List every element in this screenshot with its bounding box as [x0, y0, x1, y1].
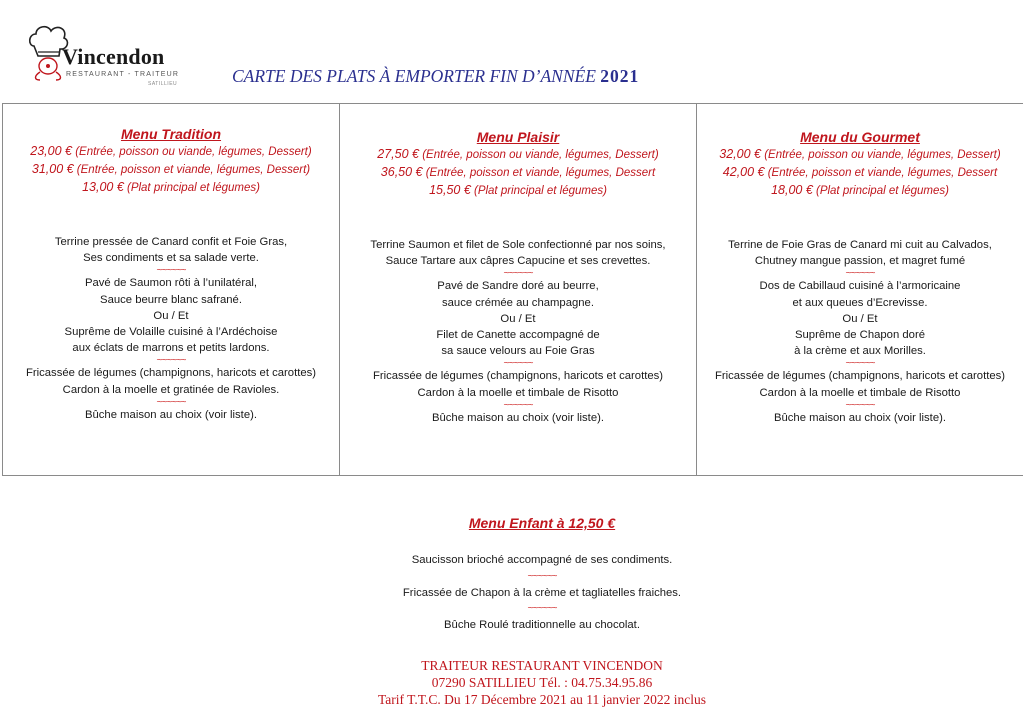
price-amount: 36,50 €	[380, 165, 423, 179]
dish-line: Filet de Canette accompagné de	[436, 329, 600, 342]
price-line	[340, 146, 696, 164]
dish-line: Saucisson brioché accompagné de ses condiments.	[411, 554, 673, 566]
dish-line: Suprême de Chapon doré	[794, 329, 925, 342]
price-line	[697, 164, 1023, 182]
separator: ~~~~~~	[527, 603, 557, 614]
price-line	[697, 146, 1023, 164]
separator: ~~~~~~	[845, 268, 875, 280]
dish-line: Cardon à la moelle et timbale de Risotto	[417, 386, 619, 399]
page-title-year: 2021	[600, 66, 640, 86]
dish-line: Fricassée de légumes (champignons, haricots et carottes)	[714, 370, 1006, 383]
price-description: (Plat principal et légumes)	[815, 185, 949, 197]
brand-town: SATILLIEU	[148, 81, 178, 87]
separator: ~~~~~~	[156, 396, 186, 408]
price-description: (Entrée, poisson ou viande, légumes, Dessert)	[764, 149, 1001, 161]
dish-line: Bûche maison au choix (voir liste).	[84, 408, 258, 421]
dish-line: Ou / Et	[153, 309, 189, 322]
separator: ~~~~~~	[156, 355, 186, 367]
dish-line: Pavé de Saumon rôti à l’unilatéral,	[84, 277, 258, 290]
dish-line: Fricassée de légumes (champignons, haricots et carottes)	[372, 370, 664, 383]
menu-column-tradition	[2, 104, 339, 475]
price-line	[697, 182, 1023, 200]
price-description: (Entrée, poisson ou viande, légumes, Dessert)	[75, 146, 312, 158]
menu-prices	[3, 143, 339, 197]
menu-dishes	[340, 237, 696, 426]
brand-name: Vincendon	[62, 44, 165, 69]
dish-line: Ou / Et	[500, 312, 536, 325]
menu-column-gourmet	[696, 104, 1023, 475]
price-line	[3, 143, 339, 161]
menu-title: Menu du Gourmet	[800, 129, 920, 145]
menu-title: Menu Tradition	[120, 126, 222, 142]
price-line	[340, 164, 696, 182]
dish-line: Bûche Roulé traditionnelle au chocolat.	[444, 619, 640, 631]
dish-line: sauce crémée au champagne.	[442, 296, 594, 309]
price-amount: 32,00 €	[719, 147, 761, 161]
dish-line: Bûche maison au choix (voir liste).	[431, 411, 605, 424]
dish-line: Bûche maison au choix (voir liste).	[773, 411, 947, 424]
price-amount: 42,00 €	[722, 165, 765, 179]
menu-dishes	[697, 237, 1023, 426]
price-amount: 15,50 €	[429, 183, 471, 197]
footer-business-name: TRAITEUR RESTAURANT VINCENDON	[421, 658, 663, 673]
dish-line: Suprême de Volaille cuisiné à l’Ardéchoise	[64, 326, 278, 339]
dish-line: et aux queues d’Ecrevisse.	[792, 296, 928, 309]
menus-table	[2, 103, 1023, 476]
kids-menu	[0, 514, 1024, 634]
separator: ~~~~~~	[845, 358, 875, 370]
price-description: (Entrée, poisson et viande, légumes, Dessert)	[76, 164, 311, 176]
price-amount: 23,00 €	[30, 144, 72, 158]
separator: ~~~~~~	[845, 399, 875, 411]
menu-title: Menu Plaisir	[476, 129, 560, 145]
dish-line: Ou / Et	[842, 312, 878, 325]
footer-address-phone: 07290 SATILLIEU Tél. : 04.75.34.95.86	[431, 675, 653, 690]
price-description: (Entrée, poisson et viande, légumes, Dessert	[767, 167, 998, 179]
price-description: (Entrée, poisson ou viande, légumes, Dessert)	[422, 149, 659, 161]
dish-line: Fricassée de Chapon à la crème et tagliatelles fraiches.	[402, 586, 682, 599]
dish-line: Cardon à la moelle et gratinée de Ravioles.	[62, 383, 280, 396]
brand-subtitle: RESTAURANT - TRAITEUR	[66, 71, 180, 78]
page-title-text: CARTE DES PLATS À EMPORTER FIN D’ANNÉE	[232, 66, 596, 86]
dish-line: aux éclats de marrons et petits lardons.	[72, 342, 270, 355]
footer-price-validity: Tarif T.T.C. Du 17 Décembre 2021 au 11 janvier 2022 inclus	[377, 692, 707, 707]
price-amount: 27,50 €	[377, 147, 419, 161]
dish-line: Pavé de Sandre doré au beurre,	[437, 280, 599, 293]
separator: ~~~~~~	[503, 399, 533, 411]
dish-line: Dos de Cabillaud cuisiné à l’armoricaine	[759, 280, 961, 293]
separator: ~~~~~~	[503, 358, 533, 370]
brand-logo	[26, 22, 186, 87]
price-line	[3, 161, 339, 179]
dish-line: Terrine Saumon et filet de Sole confectionné par nos soins,	[370, 239, 666, 251]
dish-line: à la crème et aux Morilles.	[794, 345, 926, 358]
separator: ~~~~~~	[503, 268, 533, 280]
kids-menu-title: Menu Enfant à 12,50 €	[468, 515, 616, 531]
separator: ~~~~~~	[527, 570, 557, 582]
dish-line: Sauce Tartare aux câpres Capucine et ses crevettes.	[385, 255, 651, 268]
dish-line: Ses condiments et sa salade verte.	[83, 252, 259, 265]
dish-line: Fricassée de légumes (champignons, haricots et carottes)	[25, 367, 317, 380]
price-line	[3, 179, 339, 197]
price-description: (Entrée, poisson et viande, légumes, Dessert	[425, 167, 656, 179]
price-line	[340, 182, 696, 200]
price-description: (Plat principal et légumes)	[473, 185, 607, 197]
dish-line: Chutney mangue passion, et magret fumé	[754, 255, 966, 268]
dish-line: Cardon à la moelle et timbale de Risotto	[759, 386, 961, 399]
menu-column-plaisir	[339, 104, 696, 475]
menu-prices	[697, 146, 1023, 200]
kids-menu-dishes	[0, 552, 1024, 634]
dish-line: sa sauce velours au Foie Gras	[441, 345, 595, 358]
dish-line: Terrine pressée de Canard confit et Foie Gras,	[54, 236, 288, 248]
dish-line: Sauce beurre blanc safrané.	[100, 293, 242, 306]
price-amount: 18,00 €	[771, 183, 813, 197]
footer	[0, 657, 1024, 708]
menu-prices	[340, 146, 696, 200]
dish-line: Terrine de Foie Gras de Canard mi cuit au Calvados,	[728, 239, 992, 251]
page-title	[232, 66, 639, 87]
price-amount: 13,00 €	[82, 180, 124, 194]
menu-dishes	[3, 234, 339, 423]
price-description: (Plat principal et légumes)	[126, 182, 260, 194]
price-amount: 31,00 €	[31, 162, 74, 176]
separator: ~~~~~~	[156, 265, 186, 277]
